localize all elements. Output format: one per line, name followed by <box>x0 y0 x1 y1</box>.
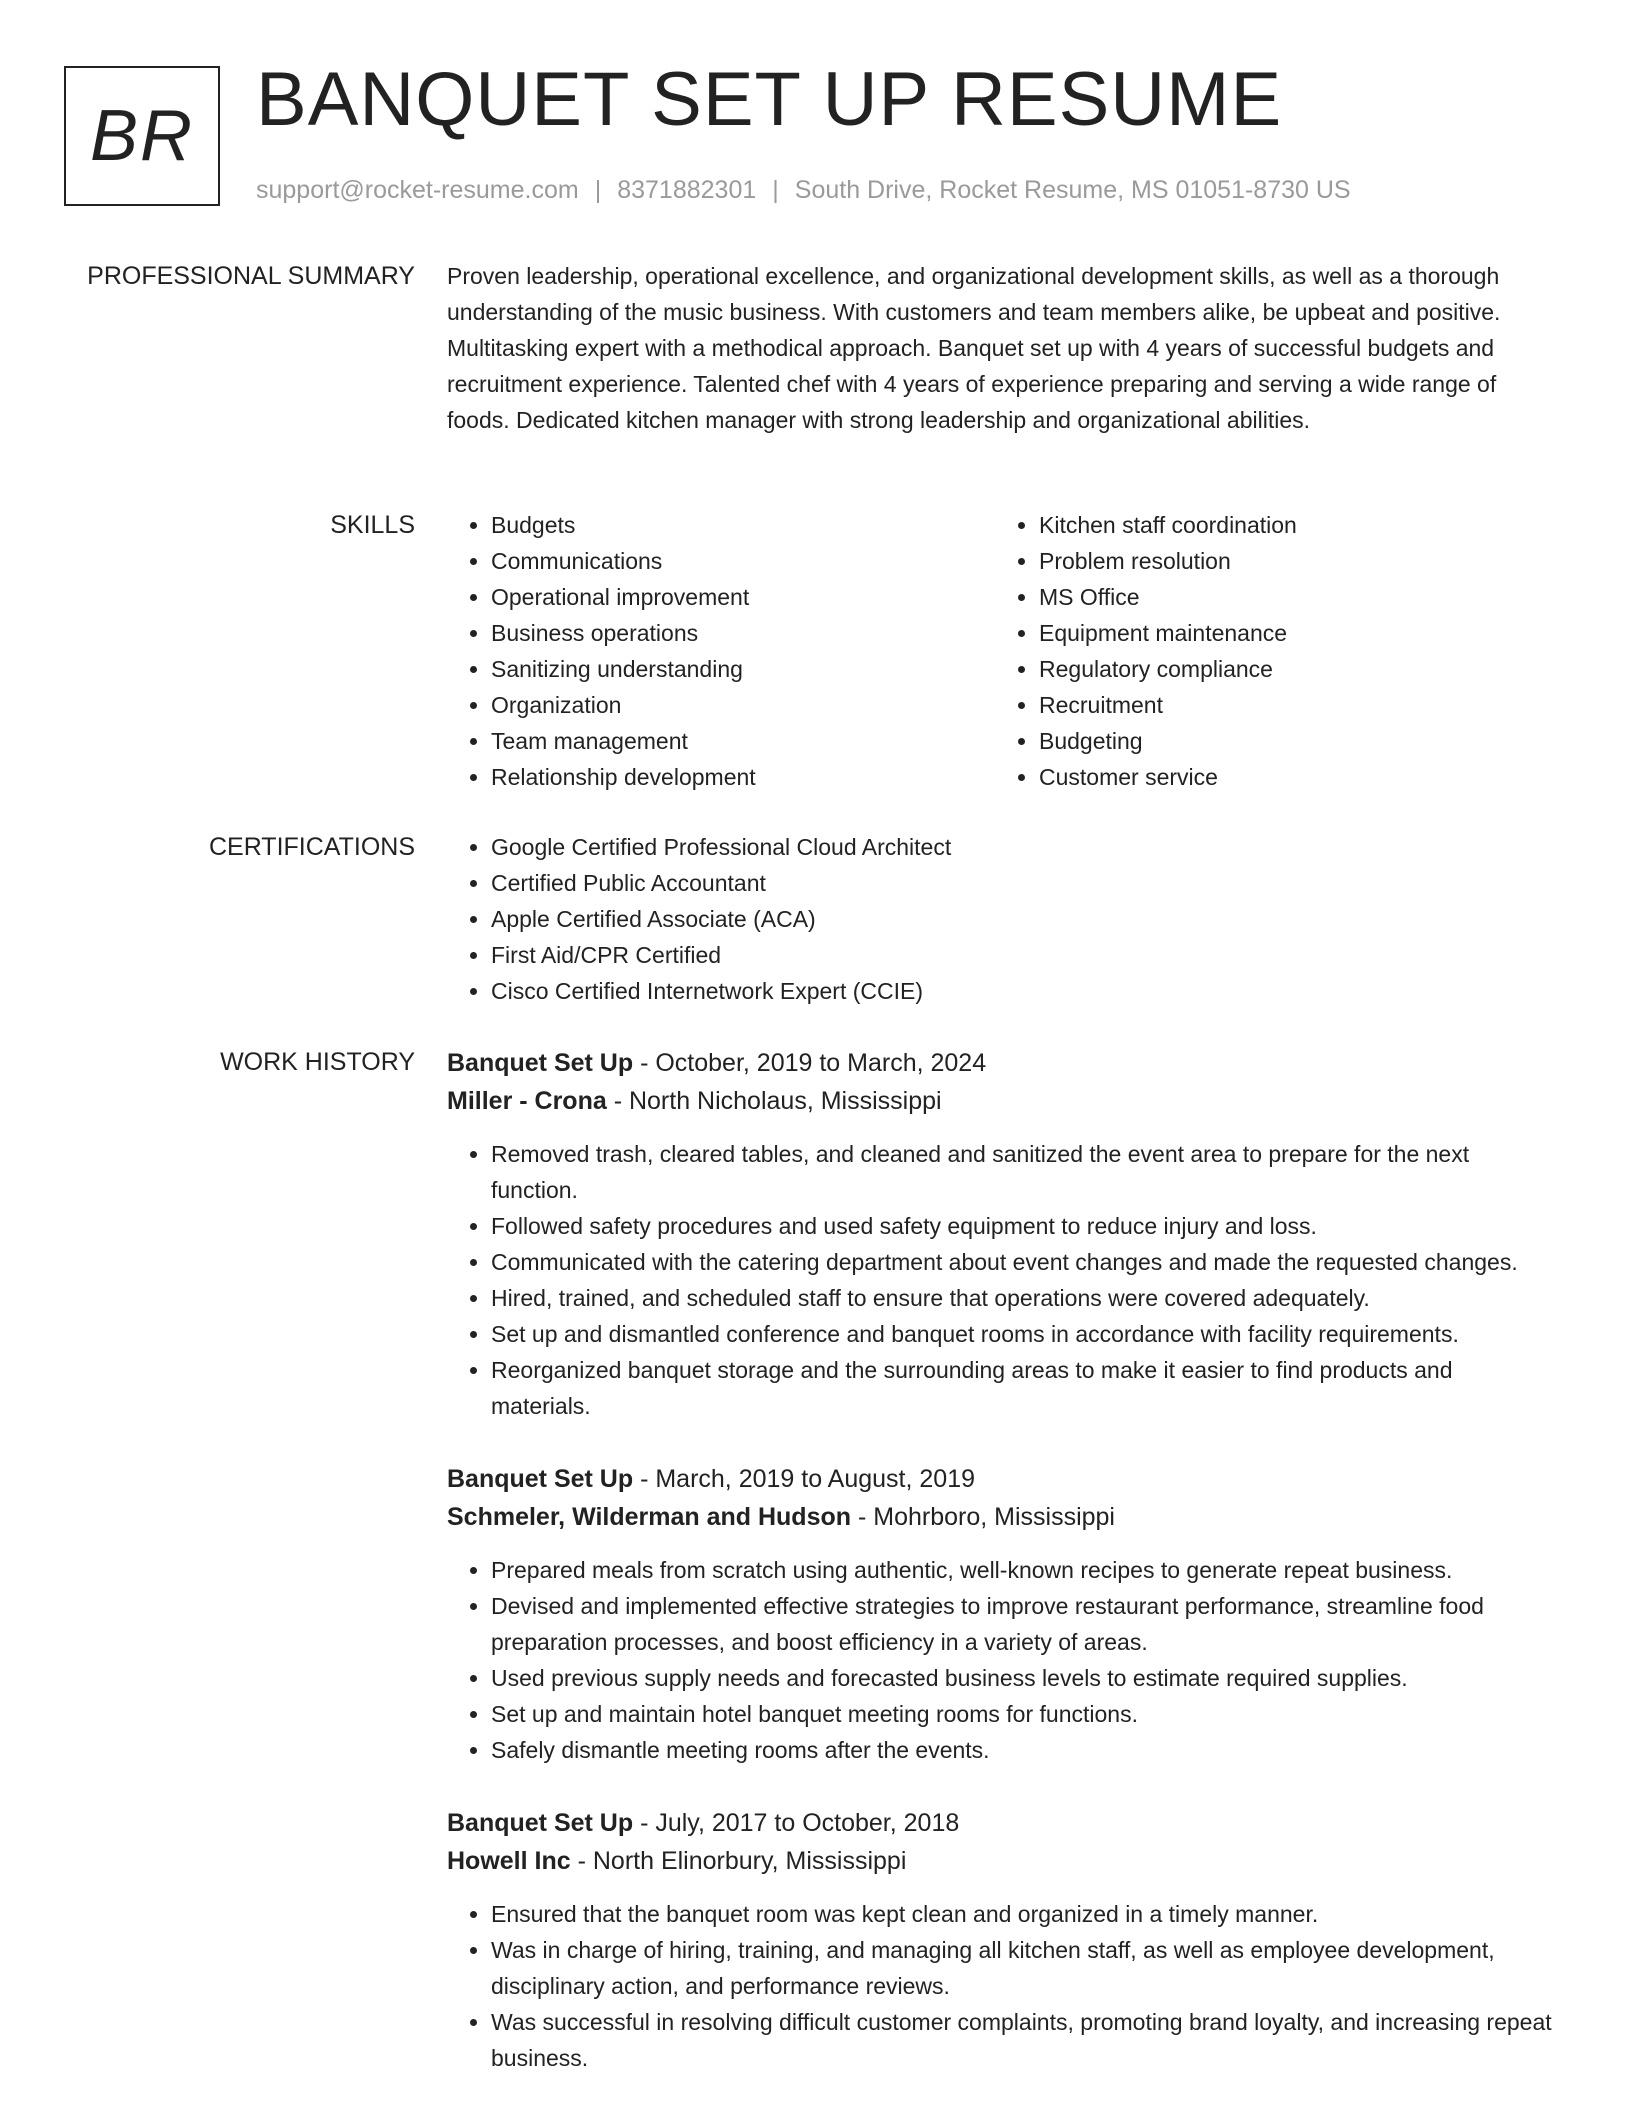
job-duty: • Communicated with the catering department about event changes and made the requested changes. <box>491 1244 1557 1280</box>
contact-address: South Drive, Rocket Resume, MS 01051-8730 US <box>794 176 1351 204</box>
job-company: Schmeler, Wilderman and Hudson <box>447 1503 852 1531</box>
skill-item: • Budgets <box>491 507 995 543</box>
skill-item: • Problem resolution <box>1039 543 1543 579</box>
job-duty: • Set up and dismantled conference and banquet rooms in accordance with facility requirements. <box>491 1316 1557 1352</box>
skills-list-right <box>995 507 1543 795</box>
job-location: North Elinorbury, Mississippi <box>592 1847 907 1875</box>
job-title: Banquet Set Up <box>447 1049 634 1077</box>
job-company-line: Schmeler, Wilderman and Hudson - Mohrboro, Mississippi <box>447 1503 1115 1531</box>
job-duty: • Followed safety procedures and used safety equipment to reduce injury and loss. <box>491 1208 1557 1244</box>
job-duties-list <box>447 1552 1557 1768</box>
job-dates: October, 2019 to March, 2024 <box>655 1049 987 1077</box>
skill-item: • Operational improvement <box>491 579 995 615</box>
job-duty: • Devised and implemented effective strategies to improve restaurant performance, streamline food preparation processes, and boost efficiency in a variety of areas. <box>491 1588 1557 1660</box>
certification-item: • Cisco Certified Internetwork Expert (CCIE) <box>491 973 1557 1009</box>
job-location: Mohrboro, Mississippi <box>873 1503 1115 1531</box>
certification-item: • First Aid/CPR Certified <box>491 937 1557 973</box>
job-location: North Nicholaus, Mississippi <box>628 1087 942 1115</box>
certifications-list <box>447 829 1557 1009</box>
job-dates: July, 2017 to October, 2018 <box>655 1809 960 1837</box>
contact-phone: 8371882301 <box>617 176 757 204</box>
skill-item: • MS Office <box>1039 579 1543 615</box>
job-title-line: Banquet Set Up - March, 2019 to August, 2019 <box>447 1465 976 1493</box>
skill-item: • Recruitment <box>1039 687 1543 723</box>
job-duty: • Set up and maintain hotel banquet meeting rooms for functions. <box>491 1696 1557 1732</box>
skill-item: • Customer service <box>1039 759 1543 795</box>
monogram-logo: BR <box>64 66 220 206</box>
contact-separator: | <box>772 176 779 204</box>
job-company-line: Howell Inc - North Elinorbury, Mississippi <box>447 1847 907 1875</box>
job-duty: • Used previous supply needs and forecasted business levels to estimate required supplies. <box>491 1660 1557 1696</box>
job-company: Miller - Crona <box>447 1087 607 1115</box>
section-label-summary: PROFESSIONAL SUMMARY <box>87 262 415 290</box>
skill-item: • Communications <box>491 543 995 579</box>
summary-text: Proven leadership, operational excellence, and organizational development skills, as well as a thorough understanding of the music business. With customers and team members alike, be upbeat and positive. Multitasking expert with a methodical approach. Banquet set up with 4 years of successful budgets and recruitment experience. Talented chef with 4 years of experience preparing and serving a wide range of foods. Dedicated kitchen manager with strong leadership and organizational abilities. <box>447 263 1501 433</box>
certification-item: • Apple Certified Associate (ACA) <box>491 901 1557 937</box>
job-duty: • Was successful in resolving difficult customer complaints, promoting brand loyalty, and increasing repeat business. <box>491 2004 1557 2076</box>
certification-item: • Certified Public Accountant <box>491 865 1557 901</box>
job-duties-list <box>447 1896 1557 2076</box>
skill-item: • Kitchen staff coordination <box>1039 507 1543 543</box>
section-label-certifications: CERTIFICATIONS <box>208 833 415 861</box>
job-duties-list <box>447 1136 1557 1424</box>
contact-line <box>256 174 1351 206</box>
job-title-line: Banquet Set Up - July, 2017 to October, 2018 <box>447 1809 960 1837</box>
job-duty: • Safely dismantle meeting rooms after the events. <box>491 1732 1557 1768</box>
certification-item: • Google Certified Professional Cloud Architect <box>491 829 1557 865</box>
job-duty: • Was in charge of hiring, training, and managing all kitchen staff, as well as employee development, disciplinary action, and performance reviews. <box>491 1932 1557 2004</box>
job-entry <box>447 1460 1557 1768</box>
section-label-work-history: WORK HISTORY <box>220 1048 415 1076</box>
skill-item: • Equipment maintenance <box>1039 615 1543 651</box>
job-entry <box>447 1044 1557 1424</box>
job-company: Howell Inc <box>447 1847 571 1875</box>
job-dates: March, 2019 to August, 2019 <box>655 1465 976 1493</box>
skill-item: • Team management <box>491 723 995 759</box>
job-duty: • Removed trash, cleared tables, and cleaned and sanitized the event area to prepare for the next function. <box>491 1136 1557 1208</box>
skills-list-left <box>447 507 995 795</box>
job-title-line: Banquet Set Up - October, 2019 to March, 2024 <box>447 1049 987 1077</box>
job-duty: • Ensured that the banquet room was kept clean and organized in a timely manner. <box>491 1896 1557 1932</box>
skill-item: • Organization <box>491 687 995 723</box>
skill-item: • Budgeting <box>1039 723 1543 759</box>
resume-title: BANQUET SET UP RESUME <box>256 57 1283 142</box>
contact-separator: | <box>594 176 602 204</box>
skill-item: • Relationship development <box>491 759 995 795</box>
job-duty: • Prepared meals from scratch using authentic, well-known recipes to generate repeat business. <box>491 1552 1557 1588</box>
skill-item: • Business operations <box>491 615 995 651</box>
job-title: Banquet Set Up <box>447 1809 634 1837</box>
skill-item: • Regulatory compliance <box>1039 651 1543 687</box>
contact-email: support@rocket-resume.com <box>256 176 579 204</box>
job-duty: • Reorganized banquet storage and the surrounding areas to make it easier to find products and materials. <box>491 1352 1557 1424</box>
job-company-line: Miller - Crona - North Nicholaus, Mississippi <box>447 1087 942 1115</box>
job-entry <box>447 1804 1557 2076</box>
skill-item: • Sanitizing understanding <box>491 651 995 687</box>
job-duty: • Hired, trained, and scheduled staff to ensure that operations were covered adequately. <box>491 1280 1557 1316</box>
job-title: Banquet Set Up <box>447 1465 634 1493</box>
section-label-skills: SKILLS <box>330 511 415 539</box>
